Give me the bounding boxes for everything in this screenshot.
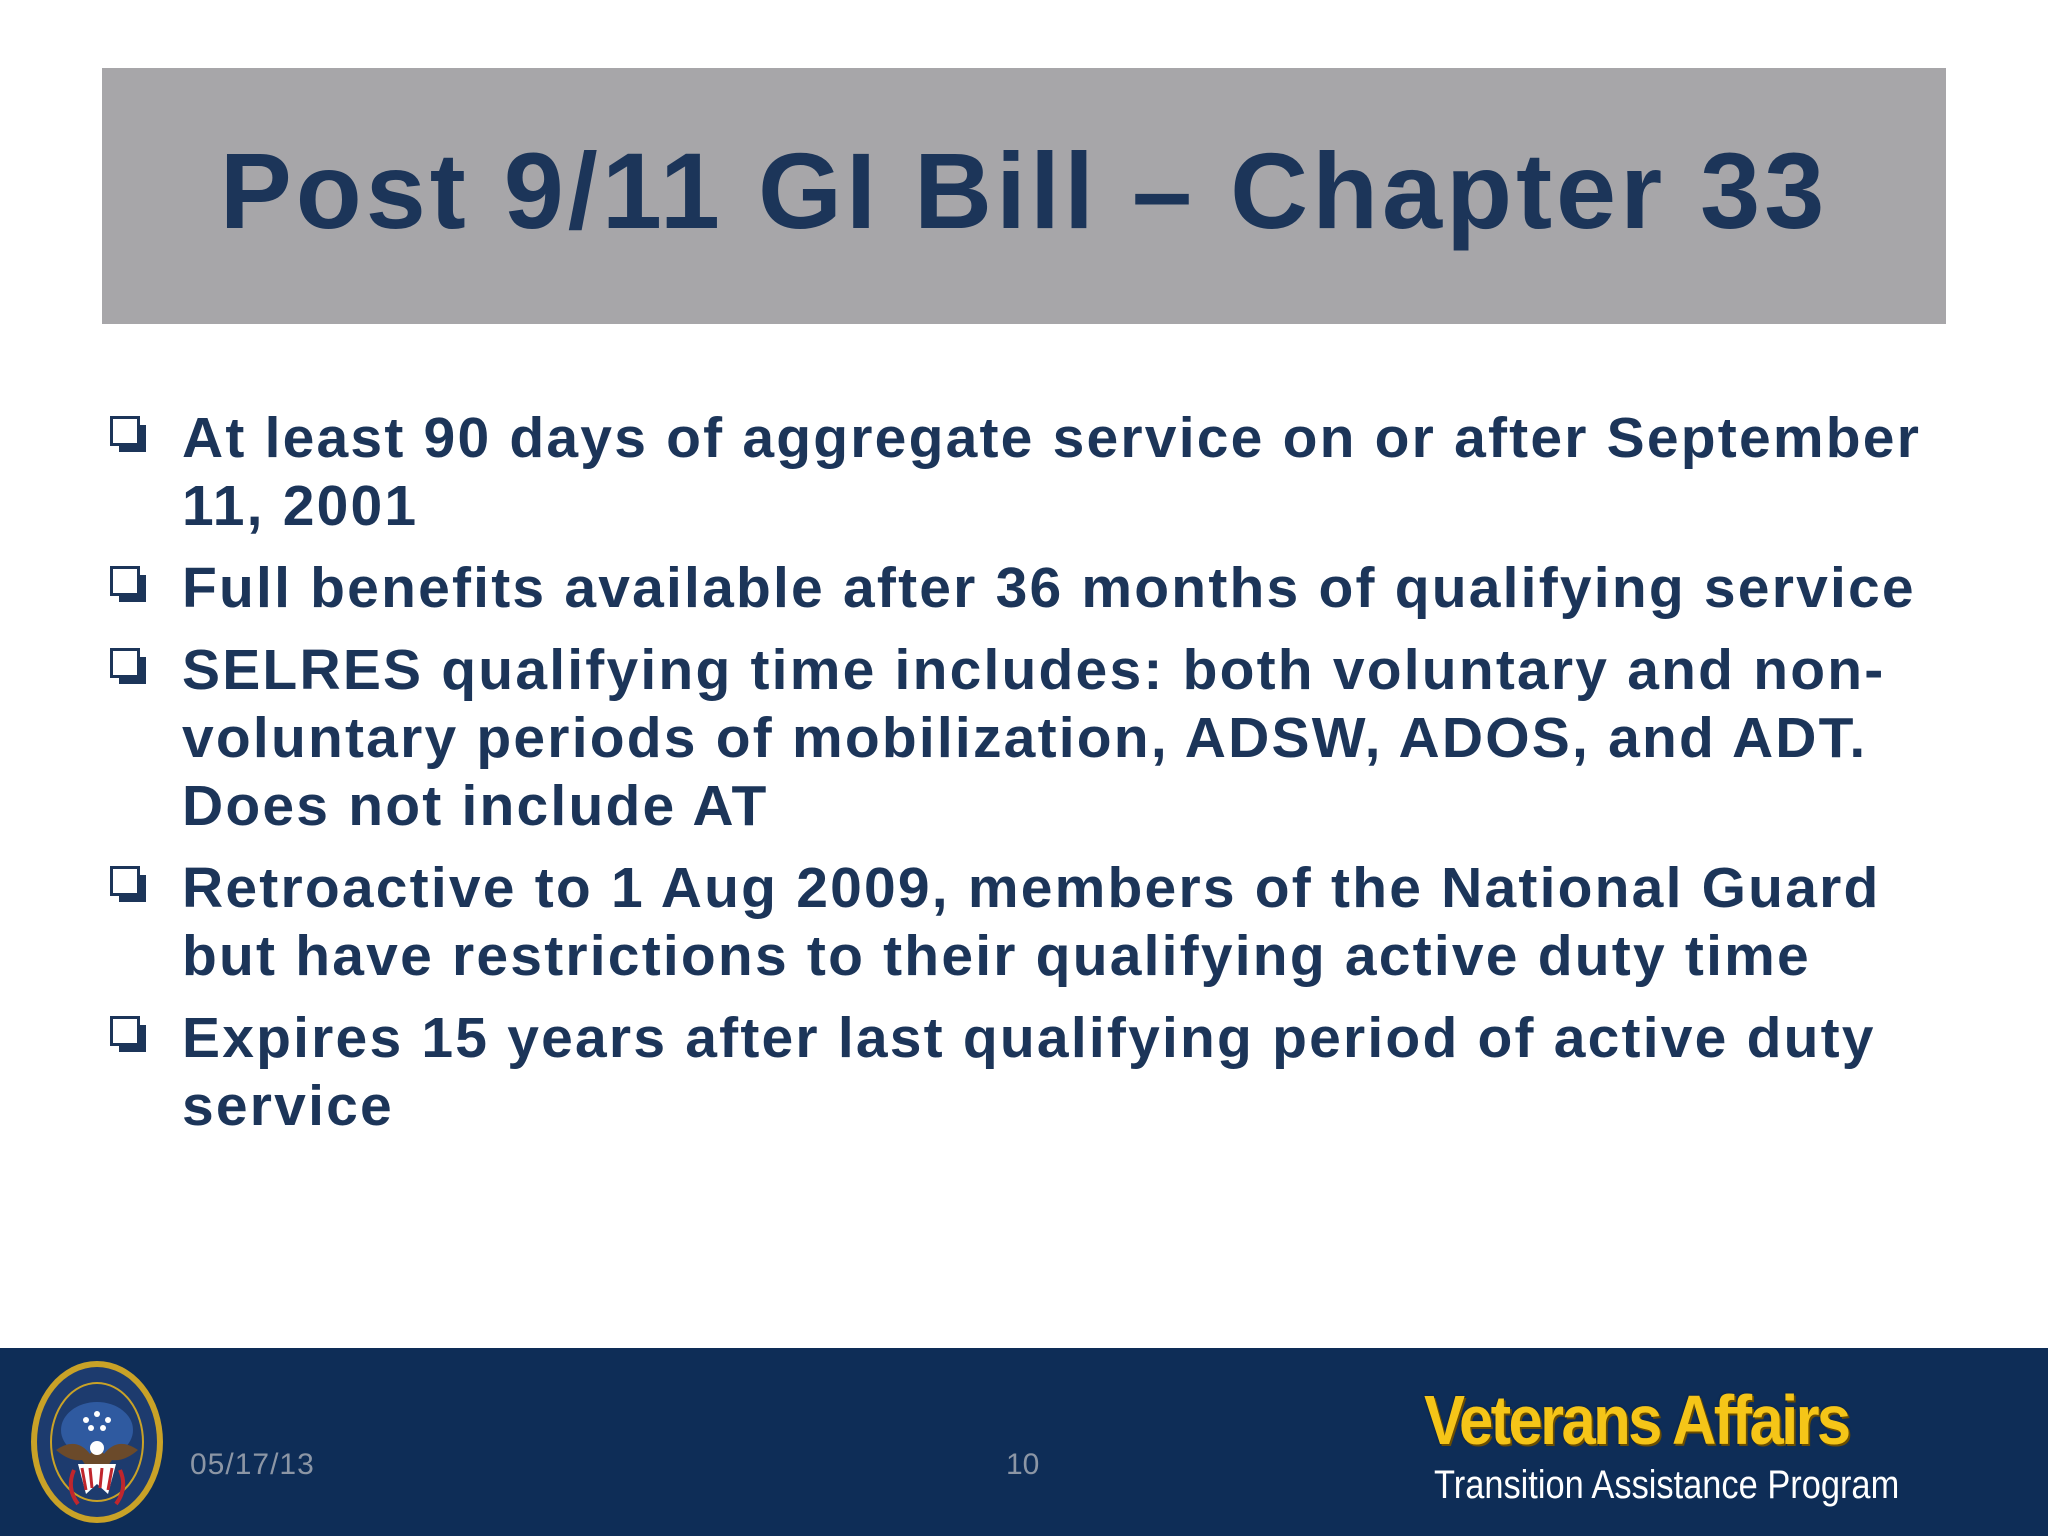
title-bar [102,68,1946,324]
bullet-item [108,854,1938,990]
bullet-list [108,404,1938,1154]
bullet-text: SELRES qualifying time includes: both voluntary and non-voluntary periods of mobilization, ADSW, ADOS, and ADT. Does not include AT [182,638,1886,838]
bullet-text: Expires 15 years after last qualifying period of active duty service [182,1006,1876,1138]
checkbox-bullet-icon [110,648,148,686]
bullet-item [108,404,1938,540]
brand-subtitle: Transition Assistance Program [1434,1463,1900,1507]
checkbox-bullet-icon [110,416,148,454]
footer-date: 05/17/13 [190,1448,315,1481]
footer-page-number: 10 [1006,1448,1040,1481]
bullet-text: Retroactive to 1 Aug 2009, members of the National Guard but have restrictions to their qualifying active duty time [182,856,1881,988]
bullet-item [108,1004,1938,1140]
brand-logo-text: Veterans Affairs [1424,1381,1849,1459]
va-seal-icon [28,1358,166,1526]
bullet-text: Full benefits available after 36 months of qualifying service [182,556,1916,620]
bullet-item [108,636,1938,840]
bullet-item [108,554,1938,622]
checkbox-bullet-icon [110,566,148,604]
slide-title: Post 9/11 GI Bill – Chapter 33 [219,129,1829,251]
checkbox-bullet-icon [110,866,148,904]
checkbox-bullet-icon [110,1016,148,1054]
bullet-text: At least 90 days of aggregate service on or after September 11, 2001 [182,406,1922,538]
